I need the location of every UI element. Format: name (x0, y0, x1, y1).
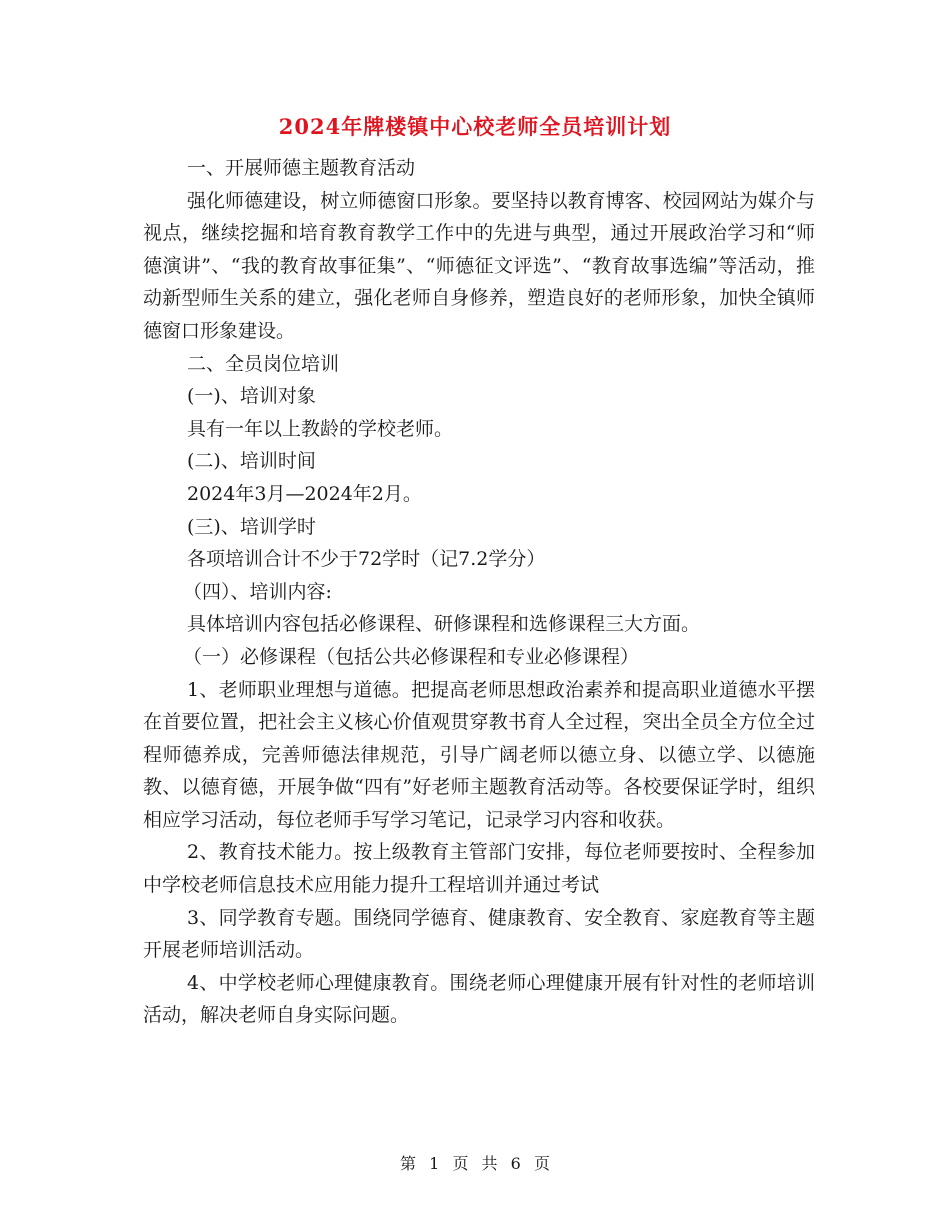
body-line: 具有一年以上教龄的学校老师。 (187, 417, 454, 440)
document-title: 2024年牌楼镇中心校老师全员培训计划 (278, 114, 672, 139)
subsection-heading: (二)、培训时间 (187, 450, 316, 473)
footer-label-page: 第 (400, 1154, 417, 1173)
body-paragraph: 1、老师职业理想与道德。把提高老师思想政治素养和提高职业道德水平摆在首要位置，把社会主义核心价值观贯穿教书育人全过程，突出全员全方位全过程师德养成，完善师德法律规范，引导广阔老师以德立身、以德立学、以德施教、以德育德，开展争做“四有”好老师主题教育活动等。各校要保证学时，组织相应学习活动，每位老师手写学习笔记，记录学习内容和收获。 (143, 678, 815, 831)
body-paragraph: 3、同学教育专题。围绕同学德育、健康教育、安全教育、家庭教育等主题开展老师培训活动。 (143, 906, 815, 962)
subsection-heading: (三)、培训学时 (187, 515, 316, 538)
footer-total-pages: 6 (510, 1154, 521, 1173)
section-heading: 一、开展师德主题教育活动 (187, 157, 416, 179)
page-footer (0, 1152, 950, 1176)
subsection-heading: （四）、培训内容: (183, 580, 332, 603)
footer-label-total-unit: 页 (533, 1154, 550, 1173)
document-body (143, 152, 815, 1032)
body-paragraph: 强化师德建设，树立师德窗口形象。要坚持以教育博客、校园网站为媒介与视点，继续挖掘和培育教育教学工作中的先进与典型，通过开展政治学习和“师德演讲”、“我的教育故事征集”、“师德征文评选”、“教育故事选编”等活动，推动新型师生关系的建立，强化老师自身修养，塑造良好的老师形象，加快全镇师德窗口形象建设。 (143, 189, 815, 342)
footer-label-total: 共 (481, 1154, 498, 1173)
body-line: 各项培训合计不少于72学时（记7.2学分） (187, 548, 546, 571)
footer-label-page-unit: 页 (452, 1154, 469, 1173)
subsection-heading: (一)、培训对象 (187, 385, 316, 408)
body-paragraph: 2、教育技术能力。按上级教育主管部门安排，每位老师要按时、全程参加中学校老师信息技术应用能力提升工程培训并通过考试 (143, 841, 815, 897)
body-line: 具体培训内容包括必修课程、研修课程和选修课程三大方面。 (187, 613, 701, 636)
footer-current-page: 1 (429, 1154, 440, 1173)
section-heading: 二、全员岗位培训 (187, 352, 340, 375)
body-paragraph: 4、中学校老师心理健康教育。围绕老师心理健康开展有针对性的老师培训活动，解决老师自身实际问题。 (143, 971, 815, 1027)
subsection-heading: （一）必修课程（包括公共必修课程和专业必修课程） (183, 645, 640, 668)
body-line: 2024年3月—2024年2月。 (187, 482, 422, 505)
